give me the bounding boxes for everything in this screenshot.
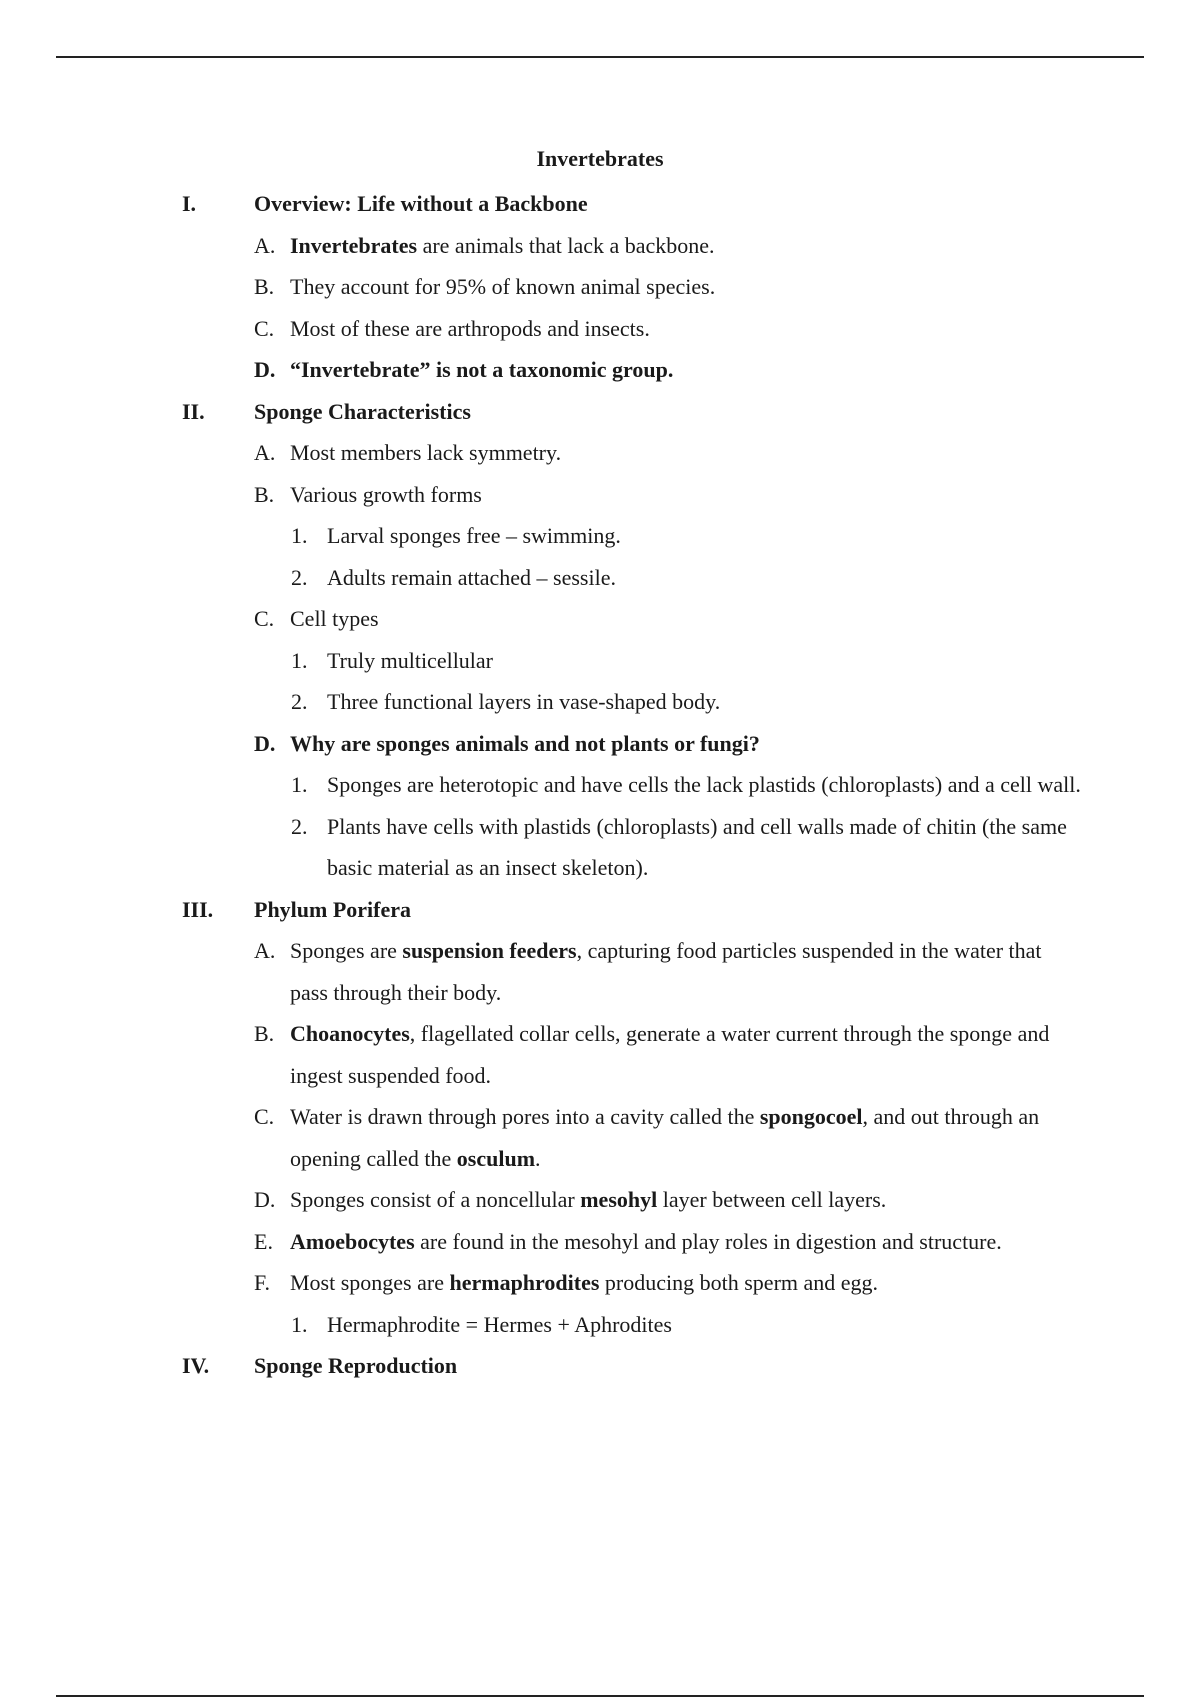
item-label: C. — [254, 606, 275, 631]
item-label: D. — [254, 1187, 276, 1212]
section-heading — [0, 391, 1200, 433]
subitem-label: 1. — [291, 772, 308, 797]
key-term: suspension feeders — [402, 938, 577, 963]
item-label: D. — [254, 730, 276, 756]
item-text: , flagellated collar cells, generate a water current through the sponge and ingest suspended food. — [290, 1021, 1050, 1088]
subitem-text: Hermaphrodite = Hermes + Aphrodites — [327, 1311, 672, 1337]
outline-subitem — [0, 764, 1200, 806]
section-heading — [0, 889, 1200, 931]
section-number: III. — [182, 896, 214, 922]
outline-subitem — [0, 515, 1200, 557]
top-rule — [56, 56, 1144, 58]
section-number: I. — [182, 191, 197, 216]
key-term: Amoebocytes — [290, 1228, 415, 1254]
section-number: IV. — [182, 1353, 210, 1378]
outline-item — [0, 349, 1200, 391]
outline-subitem — [0, 1304, 1200, 1346]
subitem-text: Plants have cells with plastids (chloroplasts) and cell walls made of chitin (the same basic material as an insect skeleton). — [327, 813, 1067, 880]
subitem-text: Sponges are heterotopic and have cells the lack plastids (chloroplasts) and a cell wall. — [327, 772, 1081, 797]
item-label: B. — [254, 1021, 275, 1046]
outline-item — [0, 1013, 1200, 1096]
section-title: Sponge Reproduction — [254, 1353, 458, 1378]
item-text: layer between cell layers. — [657, 1187, 887, 1212]
subitem-label: 1. — [291, 647, 308, 673]
item-text: . — [535, 1145, 541, 1171]
outline-item — [0, 1179, 1200, 1221]
item-text: Cell types — [290, 606, 379, 631]
document-body — [0, 142, 1200, 1387]
item-text: They account for 95% of known animal species. — [290, 274, 716, 299]
outline-subitem — [0, 640, 1200, 682]
outline-subitem — [0, 681, 1200, 723]
item-text: Various growth forms — [290, 481, 482, 507]
section-number: II. — [182, 398, 205, 424]
section-title: Sponge Characteristics — [254, 398, 471, 424]
item-label: C. — [254, 1104, 275, 1129]
section-heading — [0, 183, 1200, 225]
outline-item — [0, 1262, 1200, 1304]
item-label: E. — [254, 1228, 273, 1254]
outline-item — [0, 225, 1200, 267]
key-term: spongocoel — [759, 1104, 863, 1129]
item-label: B. — [254, 274, 275, 299]
subitem-text: Truly multicellular — [327, 647, 494, 673]
item-text: Most of these are arthropods and insects. — [290, 315, 650, 341]
outline-subitem — [0, 557, 1200, 599]
item-label: F. — [254, 1270, 270, 1295]
item-text: , and out through an opening called the — [290, 1104, 1040, 1171]
outline-item — [0, 598, 1200, 640]
outline-item — [0, 308, 1200, 350]
section-title: Overview: Life without a Backbone — [254, 191, 588, 216]
subitem-label: 2. — [291, 564, 308, 590]
outline-subitem — [0, 806, 1200, 889]
outline-item — [0, 474, 1200, 516]
key-term: Choanocytes — [290, 1021, 410, 1046]
bottom-rule — [56, 1695, 1144, 1697]
item-label: D. — [254, 357, 276, 382]
section-heading — [0, 1345, 1200, 1387]
subitem-text: Larval sponges free – swimming. — [327, 523, 621, 548]
item-text: producing both sperm and egg. — [599, 1270, 879, 1295]
subitem-label: 1. — [291, 1311, 308, 1337]
item-text: “Invertebrate” is not a taxonomic group. — [290, 357, 674, 382]
page-title: Invertebrates — [536, 146, 664, 171]
item-label: C. — [254, 315, 275, 341]
subitem-text: Three functional layers in vase-shaped body. — [327, 689, 721, 714]
item-text: Water is drawn through pores into a cavity called the — [290, 1104, 760, 1129]
key-term: osculum — [456, 1145, 536, 1171]
key-term: hermaphrodites — [449, 1270, 600, 1295]
subitem-text: Adults remain attached – sessile. — [327, 564, 616, 590]
outline-item — [0, 1096, 1200, 1179]
item-text: are found in the mesohyl and play roles in digestion and structure. — [414, 1228, 1002, 1254]
item-text: , capturing food particles suspended in the water that pass through their body. — [290, 938, 1042, 1005]
item-label: A. — [254, 440, 276, 465]
item-text: Why are sponges animals and not plants or fungi? — [290, 730, 760, 756]
subitem-label: 2. — [291, 813, 308, 839]
section-title: Phylum Porifera — [254, 896, 412, 922]
item-text: Most members lack symmetry. — [290, 440, 562, 465]
outline-item — [0, 1221, 1200, 1263]
outline-item — [0, 266, 1200, 308]
item-label: B. — [254, 481, 275, 507]
key-term: mesohyl — [580, 1187, 658, 1212]
subitem-label: 1. — [291, 523, 308, 548]
item-text: are animals that lack a backbone. — [417, 232, 715, 258]
key-term: Invertebrates — [290, 232, 418, 258]
outline-item — [0, 930, 1200, 1013]
outline-item — [0, 432, 1200, 474]
item-text: Sponges are — [290, 938, 403, 963]
item-label: A. — [254, 232, 276, 258]
subitem-label: 2. — [291, 689, 308, 714]
outline-item — [0, 723, 1200, 765]
item-label: A. — [254, 938, 276, 963]
item-text: Sponges consist of a noncellular — [290, 1187, 581, 1212]
item-text: Most sponges are — [290, 1270, 450, 1295]
